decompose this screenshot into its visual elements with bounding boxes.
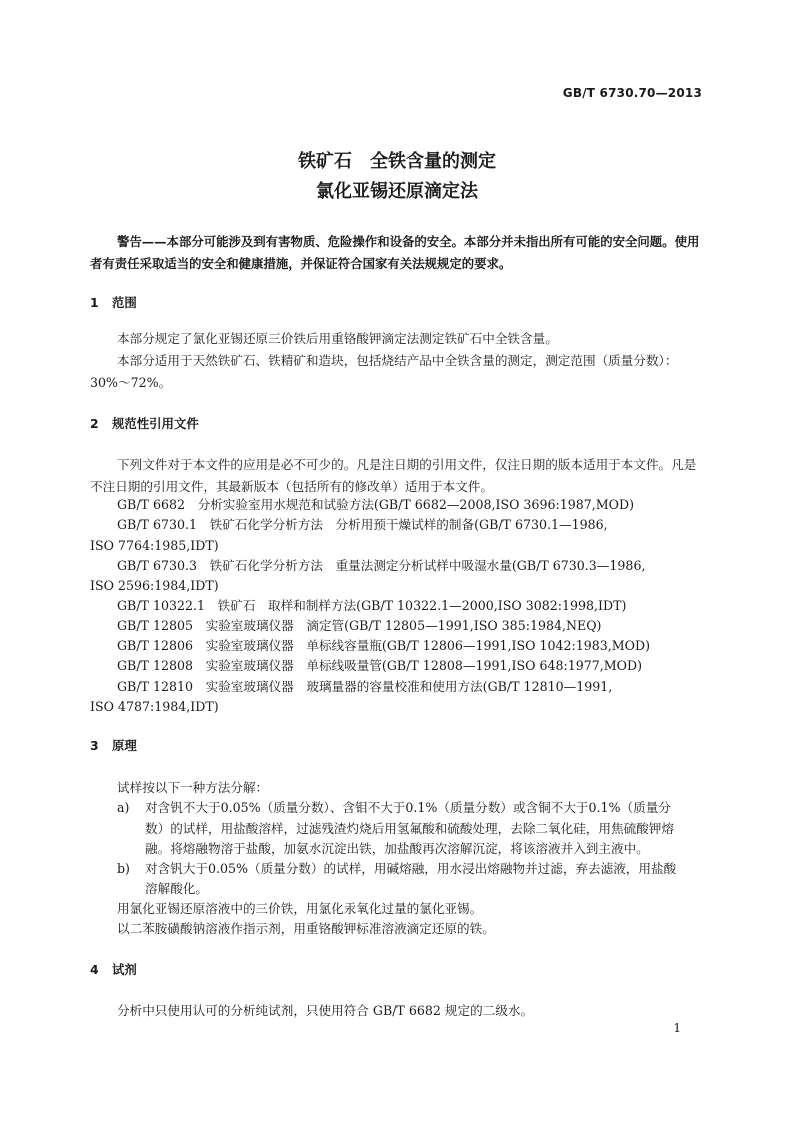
warning-paragraph: 警告——本部分可能涉及到有害物质、危险操作和设备的安全。本部分并未指出所有可能的安全问题。使用者有责任采取适当的安全和健康措施，并保证符合国家有关法规规定的要求。 [90, 234, 700, 271]
document-title: 铁矿石 全铁含量的测定 [298, 151, 496, 172]
standard-code: GB/T 6730.70—2013 [562, 86, 702, 100]
principle-intro: 试样按以下一种方法分解： [117, 780, 269, 795]
list-item-a-continuation: 数）的试样，用盐酸溶样，过滤残渣灼烧后用氢氟酸和硫酸处理，去除二氧化硅，用焦硫酸钾熔 [145, 821, 674, 836]
principle-paragraph-2: 用氯化亚锡还原溶液中的三价铁，用氯化汞氧化过量的氯化亚锡。 [117, 901, 483, 916]
page-number: 1 [673, 1021, 681, 1035]
reference-item: GB/T 6730.3 铁矿石化学分析方法 重量法测定分析试样中吸湿水量(GB/T 6730.3—1986, [117, 558, 646, 573]
list-item-b [117, 859, 704, 879]
reference-item: GB/T 10322.1 铁矿石 取样和制样方法(GB/T 10322.1—2000,ISO 3082:1998,IDT) [117, 598, 627, 613]
principle-paragraph-3: 以二苯胺磺酸钠溶液作指示剂，用重铬酸钾标准溶液滴定还原的铁。 [117, 921, 495, 936]
section-4-heading [90, 960, 137, 980]
section-title: 规范性引用文件 [112, 416, 199, 431]
section-2-heading [90, 414, 199, 434]
section-number: 4 [90, 962, 99, 977]
section-1-heading [90, 293, 137, 313]
list-item-b-continuation: 溶解酸化。 [145, 881, 208, 896]
reference-item: GB/T 12810 实验室玻璃仪器 玻璃量器的容量校准和使用方法(GB/T 12810—1991, [117, 679, 613, 694]
section-number: 2 [90, 416, 99, 431]
reference-item-continuation: ISO 7764:1985,IDT) [90, 538, 219, 553]
section-number: 3 [90, 738, 99, 753]
list-item-a [117, 798, 704, 818]
section-3-heading [90, 736, 137, 756]
list-item-text: 对含钒不大于0.05%（质量分数）、含钼不大于0.1%（质量分数）或含铜不大于0.1%（质量分 [145, 800, 671, 815]
section-title: 范围 [112, 295, 137, 310]
reference-item-continuation: ISO 2596:1984,IDT) [90, 578, 219, 593]
list-item-a-continuation: 融。将熔融物溶于盐酸，加氨水沉淀出铁，加盐酸再次溶解沉淀，将该溶液并入到主液中。 [145, 841, 649, 856]
reference-item: GB/T 12806 实验室玻璃仪器 单标线容量瓶(GB/T 12806—1991,ISO 1042:1983,MOD) [117, 638, 651, 653]
list-item-label: b) [117, 861, 130, 876]
reference-item: GB/T 12808 实验室玻璃仪器 单标线吸量管(GB/T 12808—1991,ISO 648:1977,MOD) [117, 658, 643, 673]
reference-item: GB/T 6682 分析实验室用水规范和试验方法(GB/T 6682—2008,ISO 3696:1987,MOD) [117, 497, 634, 512]
reference-item: GB/T 6730.1 铁矿石化学分析方法 分析用预干燥试样的制备(GB/T 6730.1—1986, [117, 517, 608, 532]
section-title: 试剂 [112, 962, 137, 977]
section-title: 原理 [112, 738, 137, 753]
list-item-label: a) [117, 800, 130, 815]
scope-paragraph-1: 本部分规定了氯化亚锡还原三价铁后用重铬酸钾滴定法测定铁矿石中全铁含量。 [117, 331, 558, 346]
reference-item: GB/T 12805 实验室玻璃仪器 滴定管(GB/T 12805—1991,ISO 385:1984,NEQ) [117, 618, 602, 633]
scope-paragraph-2: 本部分适用于天然铁矿石、铁精矿和造块，包括烧结产品中全铁含量的测定，测定范围（质量分数）：30%～72%。 [90, 353, 678, 390]
section-number: 1 [90, 295, 99, 310]
reference-item-continuation: ISO 4787:1984,IDT) [90, 699, 219, 714]
list-item-text: 对含钒大于0.05%（质量分数）的试样，用碱熔融，用水浸出熔融物并过滤，弃去滤液，用盐酸 [145, 861, 677, 876]
document-subtitle: 氯化亚锡还原滴定法 [316, 181, 478, 202]
reagents-paragraph: 分析中只使用认可的分析纯试剂，只使用符合 GB/T 6682 规定的二级水。 [117, 1003, 534, 1018]
normative-references-intro: 下列文件对于本文件的应用是必不可少的。凡是注日期的引用文件，仅注日期的版本适用于本文件。凡是不注日期的引用文件，其最新版本（包括所有的修改单）适用于本文件。 [90, 457, 697, 494]
